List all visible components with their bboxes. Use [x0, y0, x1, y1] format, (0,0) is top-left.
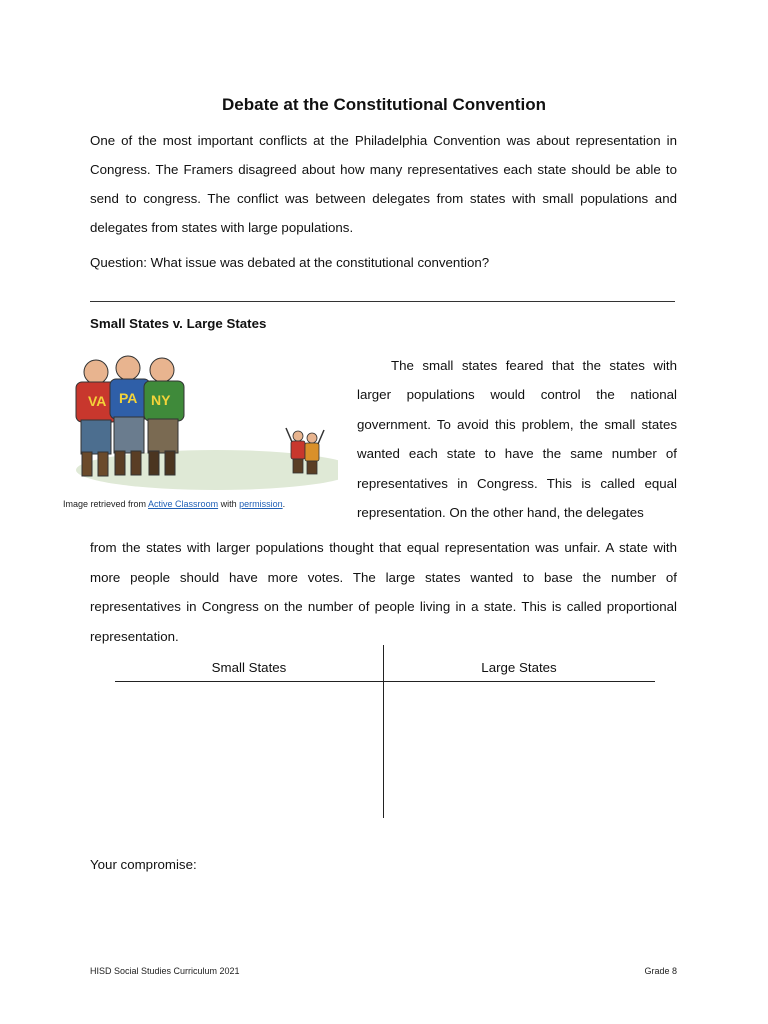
tchart-horizontal-line [115, 681, 655, 682]
delegates-cartoon-image [66, 352, 338, 497]
sign-label-pa: PA [119, 390, 138, 406]
tchart-small-states-header: Small States [211, 660, 287, 675]
image-caption: Image retrieved from Active Classroom with permission. [63, 499, 286, 509]
tchart-vertical-line [383, 645, 384, 818]
permission-link[interactable]: permission [239, 499, 283, 509]
page-title: Debate at the Constitutional Convention [222, 95, 546, 114]
intro-paragraph: One of the most important conflicts at the Philadelphia Convention was about representation in Congress. The Framers disagreed about how many representatives each state should be able to send to congress. The conflict was between delegates from states with small populations and delegates from states with large populations. [90, 133, 677, 235]
active-classroom-link[interactable]: Active Classroom [148, 499, 219, 509]
section-heading: Small States v. Large States [90, 316, 267, 331]
compromise-label: Your compromise: [90, 857, 197, 872]
footer-grade: Grade 8 [644, 966, 677, 976]
sign-label-va: VA [88, 393, 107, 409]
question-prompt: Question: What issue was debated at the constitutional convention? [90, 255, 490, 270]
footer-curriculum: HISD Social Studies Curriculum 2021 [90, 966, 240, 976]
wrap-paragraph: The small states feared that the states with larger populations would control the national government. To avoid this problem, the small states wanted each state to have the same number of representatives in Congress. This is called equal representation. On the other hand, the delegates [357, 358, 677, 521]
answer-line[interactable] [90, 301, 675, 302]
tchart-large-states-header: Large States [481, 660, 557, 675]
sign-label-ny: NY [151, 392, 171, 408]
continuation-paragraph: from the states with larger populations thought that equal representation was unfair. A state with more people should have more votes. The large states wanted to base the number of representatives in Congress on the number of people living in a state. This is called proportional representation. [90, 540, 677, 644]
